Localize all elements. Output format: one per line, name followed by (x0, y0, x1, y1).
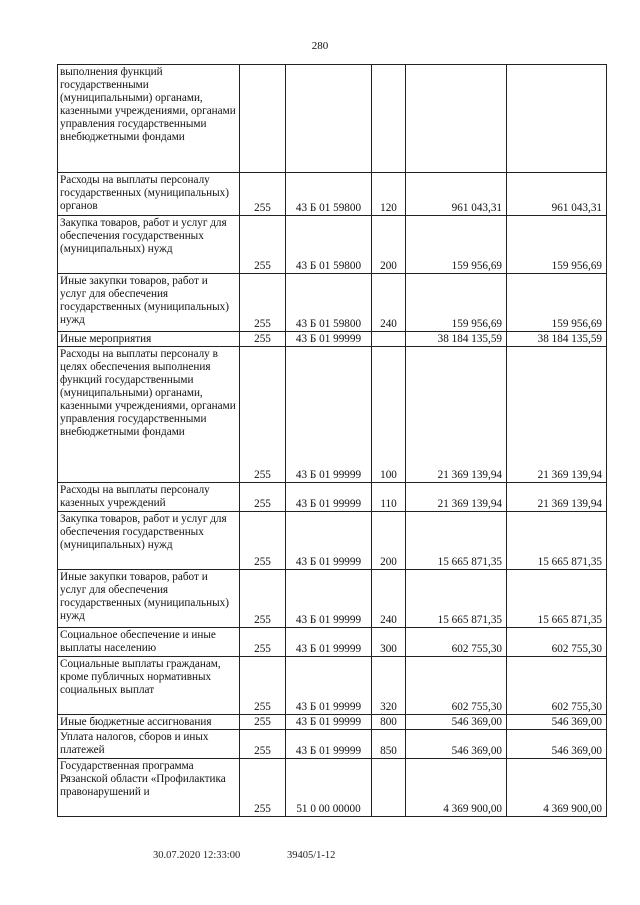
row-amount-1: 21 369 139,94 (406, 483, 507, 512)
row-expense-type (372, 65, 406, 173)
row-amount-1: 15 665 871,35 (406, 512, 507, 570)
row-department-code: 255 (240, 347, 286, 483)
row-expense-type: 240 (372, 570, 406, 628)
row-amount-2: 38 184 135,59 (507, 332, 607, 347)
row-amount-1: 159 956,69 (406, 274, 507, 332)
table-row (58, 216, 607, 274)
row-name: Закупка товаров, работ и услуг для обеспечения государственных (муниципальных) нужд (58, 512, 240, 570)
row-name: Расходы на выплаты персоналу государственных (муниципальных) органов (58, 173, 240, 216)
row-amount-2: 961 043,31 (507, 173, 607, 216)
row-target-article: 43 Б 01 99999 (286, 512, 372, 570)
row-name: Социальное обеспечение и иные выплаты населению (58, 628, 240, 657)
row-target-article: 43 Б 01 99999 (286, 715, 372, 730)
row-amount-1: 38 184 135,59 (406, 332, 507, 347)
row-expense-type (372, 332, 406, 347)
row-amount-1: 4 369 900,00 (406, 759, 507, 817)
row-target-article: 43 Б 01 99999 (286, 347, 372, 483)
footer-timestamp: 30.07.2020 12:33:00 (153, 850, 241, 861)
row-amount-2: 21 369 139,94 (507, 347, 607, 483)
row-amount-2: 546 369,00 (507, 715, 607, 730)
row-target-article (286, 65, 372, 173)
row-expense-type: 300 (372, 628, 406, 657)
row-amount-1: 961 043,31 (406, 173, 507, 216)
table-row (58, 730, 607, 759)
budget-table-body (58, 65, 607, 817)
row-target-article: 43 Б 01 99999 (286, 570, 372, 628)
table-row (58, 715, 607, 730)
row-department-code: 255 (240, 759, 286, 817)
row-name: Иные закупки товаров, работ и услуг для обеспечения государственных (муниципальных) нужд (58, 274, 240, 332)
row-name: Расходы на выплаты персоналу в целях обеспечения выполнения функций государственными (муниципальными) органами, казенными учреждениями, органами управления государственными внебюджетными фондами (58, 347, 240, 483)
row-name: Иные закупки товаров, работ и услуг для обеспечения государственных (муниципальных) нужд (58, 570, 240, 628)
row-amount-2: 21 369 139,94 (507, 483, 607, 512)
row-amount-2: 159 956,69 (507, 216, 607, 274)
row-expense-type: 200 (372, 512, 406, 570)
row-department-code: 255 (240, 274, 286, 332)
row-target-article: 43 Б 01 59800 (286, 216, 372, 274)
row-amount-1: 602 755,30 (406, 657, 507, 715)
row-expense-type: 240 (372, 274, 406, 332)
row-target-article: 43 Б 01 59800 (286, 274, 372, 332)
row-expense-type (372, 759, 406, 817)
row-department-code: 255 (240, 216, 286, 274)
row-name: Закупка товаров, работ и услуг для обеспечения государственных (муниципальных) нужд (58, 216, 240, 274)
table-row (58, 759, 607, 817)
row-department-code: 255 (240, 730, 286, 759)
row-expense-type: 100 (372, 347, 406, 483)
row-amount-1: 15 665 871,35 (406, 570, 507, 628)
row-expense-type: 320 (372, 657, 406, 715)
table-row (58, 274, 607, 332)
row-amount-1: 546 369,00 (406, 715, 507, 730)
row-amount-1: 602 755,30 (406, 628, 507, 657)
table-row (58, 657, 607, 715)
row-name: Расходы на выплаты персоналу казенных учреждений (58, 483, 240, 512)
row-amount-1: 546 369,00 (406, 730, 507, 759)
row-amount-2: 15 665 871,35 (507, 570, 607, 628)
row-expense-type: 850 (372, 730, 406, 759)
row-department-code: 255 (240, 173, 286, 216)
row-expense-type: 120 (372, 173, 406, 216)
row-amount-2: 602 755,30 (507, 628, 607, 657)
row-expense-type: 800 (372, 715, 406, 730)
table-row (58, 628, 607, 657)
row-name: Государственная программа Рязанской области «Профилактика правонарушений и (58, 759, 240, 817)
row-name: выполнения функций государственными (муниципальными) органами, казенными учреждениями, органами управления государственными внебюджетными фондами (58, 65, 240, 173)
row-department-code: 255 (240, 715, 286, 730)
row-amount-1: 159 956,69 (406, 216, 507, 274)
row-target-article: 43 Б 01 99999 (286, 483, 372, 512)
row-target-article: 43 Б 01 99999 (286, 657, 372, 715)
row-target-article: 43 Б 01 99999 (286, 628, 372, 657)
row-amount-1 (406, 65, 507, 173)
row-amount-2: 4 369 900,00 (507, 759, 607, 817)
row-amount-2 (507, 65, 607, 173)
row-target-article: 43 Б 01 99999 (286, 730, 372, 759)
table-row (58, 347, 607, 483)
row-department-code: 255 (240, 570, 286, 628)
budget-table (57, 64, 607, 817)
row-amount-2: 15 665 871,35 (507, 512, 607, 570)
row-department-code (240, 65, 286, 173)
table-row (58, 512, 607, 570)
row-expense-type: 110 (372, 483, 406, 512)
table-row (58, 570, 607, 628)
row-name: Социальные выплаты гражданам, кроме публичных нормативных социальных выплат (58, 657, 240, 715)
row-name: Уплата налогов, сборов и иных платежей (58, 730, 240, 759)
row-department-code: 255 (240, 483, 286, 512)
table-row (58, 65, 607, 173)
row-amount-1: 21 369 139,94 (406, 347, 507, 483)
row-department-code: 255 (240, 512, 286, 570)
table-row (58, 173, 607, 216)
row-target-article: 51 0 00 00000 (286, 759, 372, 817)
row-amount-2: 602 755,30 (507, 657, 607, 715)
row-department-code: 255 (240, 657, 286, 715)
row-amount-2: 159 956,69 (507, 274, 607, 332)
footer-document-number: 39405/1-12 (287, 850, 336, 861)
table-row (58, 332, 607, 347)
row-name: Иные мероприятия (58, 332, 240, 347)
row-amount-2: 546 369,00 (507, 730, 607, 759)
page-number: 280 (311, 40, 329, 52)
row-target-article: 43 Б 01 59800 (286, 173, 372, 216)
row-department-code: 255 (240, 332, 286, 347)
row-expense-type: 200 (372, 216, 406, 274)
row-target-article: 43 Б 01 99999 (286, 332, 372, 347)
table-row (58, 483, 607, 512)
row-name: Иные бюджетные ассигнования (58, 715, 240, 730)
row-department-code: 255 (240, 628, 286, 657)
